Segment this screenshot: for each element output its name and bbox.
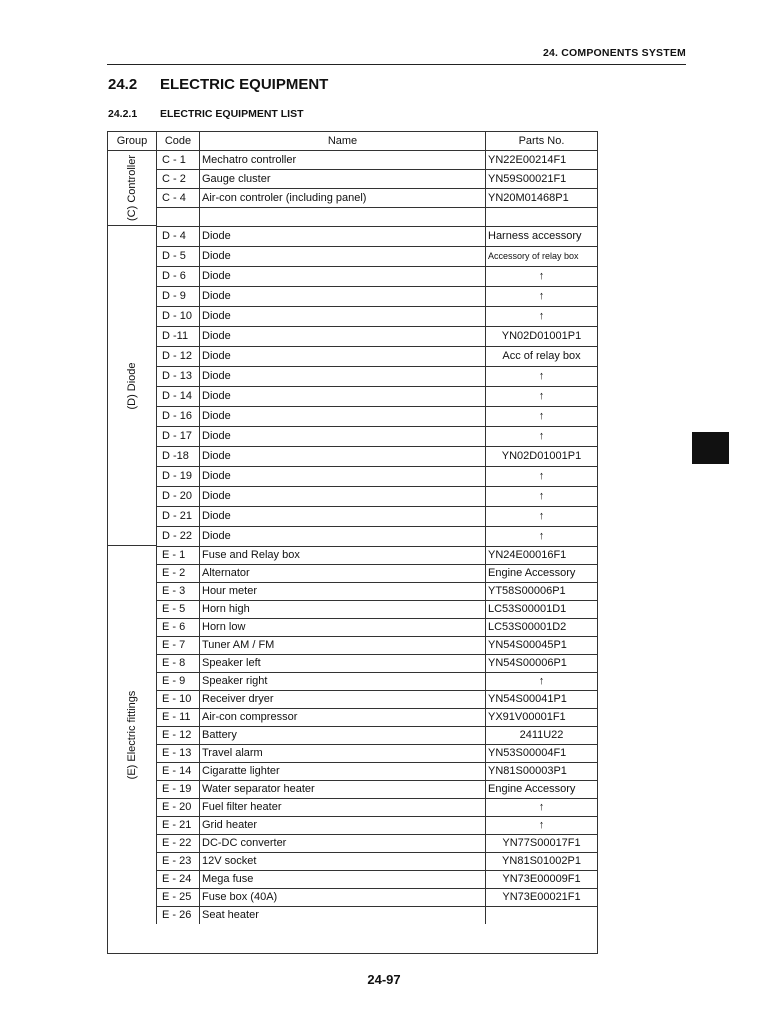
group-label: (E) Electric fittings xyxy=(126,690,138,780)
table-row xyxy=(157,906,597,924)
table-row xyxy=(157,780,597,799)
cell-parts-no: Harness accessory xyxy=(488,230,582,242)
cell-name: Alternator xyxy=(200,564,486,582)
cell-code: D - 21 xyxy=(157,506,200,526)
cell-code: E - 9 xyxy=(157,672,200,690)
cell-parts-no: ↑ xyxy=(538,470,545,482)
table-row xyxy=(157,726,597,745)
cell-code: E - 19 xyxy=(157,780,200,798)
cell-code: D - 4 xyxy=(157,226,200,246)
cell-name: Diode xyxy=(200,526,486,546)
column-header-name: Name xyxy=(200,132,486,150)
table-row xyxy=(157,326,597,347)
table-row xyxy=(157,150,597,170)
cell-name: Diode xyxy=(200,386,486,406)
table-row xyxy=(157,506,597,527)
table-row xyxy=(157,618,597,637)
cell-name: Mega fuse xyxy=(200,870,486,888)
cell-parts-no: YN73E00021F1 xyxy=(502,891,581,903)
table-row xyxy=(157,834,597,853)
cell-code: E - 23 xyxy=(157,852,200,870)
table-row xyxy=(157,466,597,487)
cell-name: Horn high xyxy=(200,600,486,618)
group-cell xyxy=(108,546,157,924)
cell-parts-no: ↑ xyxy=(538,801,545,813)
cell-code: D - 17 xyxy=(157,426,200,446)
cell-parts-no: YN54S00041P1 xyxy=(488,693,567,705)
cell-parts-no: ↑ xyxy=(538,370,545,382)
cell-name: Fuse box (40A) xyxy=(200,888,486,906)
cell-code: D - 19 xyxy=(157,466,200,486)
cell-name: Diode xyxy=(200,426,486,446)
table-row xyxy=(157,188,597,208)
cell-code: E - 12 xyxy=(157,726,200,744)
cell-code: E - 3 xyxy=(157,582,200,600)
cell-code: D -11 xyxy=(157,326,200,346)
cell-parts-no: YN24E00016F1 xyxy=(488,549,567,561)
table-row xyxy=(157,346,597,367)
cell-code: E - 6 xyxy=(157,618,200,636)
cell-name: Fuel filter heater xyxy=(200,798,486,816)
subsection-number: 24.2.1 xyxy=(108,108,138,120)
cell-name: Seat heater xyxy=(200,906,486,924)
group-cell xyxy=(108,226,157,546)
page-number: 24-97 xyxy=(367,972,401,987)
cell-parts-no: ↑ xyxy=(538,510,545,522)
table-row xyxy=(157,636,597,655)
cell-parts-no xyxy=(486,207,597,226)
cell-parts-no: YN02D01001P1 xyxy=(501,450,582,462)
table-row xyxy=(157,486,597,507)
table-row xyxy=(157,564,597,583)
table-row xyxy=(157,286,597,307)
cell-parts-no: ↑ xyxy=(538,675,545,687)
group-label: (D) Diode xyxy=(126,361,138,410)
table-row xyxy=(157,654,597,673)
table-row xyxy=(157,582,597,601)
group-label: (C) Controller xyxy=(126,154,138,221)
cell-parts-no: YN54S00045P1 xyxy=(488,639,567,651)
cell-parts-no: YN59S00021F1 xyxy=(488,172,567,185)
cell-parts-no: ↑ xyxy=(538,490,545,502)
cell-code: D - 13 xyxy=(157,366,200,386)
cell-name: Air-con controler (including panel) xyxy=(200,188,486,207)
cell-name: Diode xyxy=(200,266,486,286)
cell-parts-no: YN81S00003P1 xyxy=(488,765,567,777)
cell-parts-no: YN02D01001P1 xyxy=(501,330,582,342)
cell-name: Receiver dryer xyxy=(200,690,486,708)
table-row xyxy=(157,546,597,565)
cell-name: Diode xyxy=(200,366,486,386)
table-row xyxy=(157,366,597,387)
cell-name: Diode xyxy=(200,446,486,466)
cell-name: Diode xyxy=(200,406,486,426)
cell-code: E - 5 xyxy=(157,600,200,618)
table-row xyxy=(157,306,597,327)
header-rule xyxy=(107,64,686,65)
cell-code: D - 9 xyxy=(157,286,200,306)
cell-name: Tuner AM / FM xyxy=(200,636,486,654)
cell-name: Diode xyxy=(200,286,486,306)
cell-code: E - 25 xyxy=(157,888,200,906)
cell-code: E - 10 xyxy=(157,690,200,708)
cell-name: Diode xyxy=(200,326,486,346)
column-header-code: Code xyxy=(157,132,200,150)
cell-parts-no: YN20M01468P1 xyxy=(488,191,569,204)
table-row xyxy=(157,169,597,189)
cell-code: E - 7 xyxy=(157,636,200,654)
table-row xyxy=(157,266,597,287)
cell-name: Cigaratte lighter xyxy=(200,762,486,780)
cell-name: Diode xyxy=(200,306,486,326)
cell-parts-no: Accessory of relay box xyxy=(488,251,579,261)
cell-parts-no: ↑ xyxy=(538,410,545,422)
cell-code: D - 5 xyxy=(157,246,200,266)
cell-parts-no: LC53S00001D1 xyxy=(488,603,567,615)
cell-name: Diode xyxy=(200,506,486,526)
cell-parts-no: YN73E00009F1 xyxy=(502,873,581,885)
cell-parts-no: YN22E00214F1 xyxy=(488,153,567,166)
cell-parts-no: LC53S00001D2 xyxy=(488,621,567,633)
table-row xyxy=(157,744,597,763)
cell-name: Battery xyxy=(200,726,486,744)
table-row xyxy=(157,690,597,709)
cell-name: Diode xyxy=(200,486,486,506)
table-row xyxy=(157,816,597,835)
cell-name: Diode xyxy=(200,246,486,266)
cell-parts-no: ↑ xyxy=(538,819,545,831)
cell-parts-no: Acc of relay box xyxy=(502,350,581,362)
cell-code: E - 21 xyxy=(157,816,200,834)
cell-parts-no: ↑ xyxy=(538,390,545,402)
subsection-heading xyxy=(108,108,304,120)
cell-name: Diode xyxy=(200,346,486,366)
table-row xyxy=(157,246,597,267)
table-header-row xyxy=(108,132,597,151)
cell-name: Travel alarm xyxy=(200,744,486,762)
table-row xyxy=(157,888,597,907)
cell-parts-no: YN77S00017F1 xyxy=(502,837,581,849)
cell-code: E - 11 xyxy=(157,708,200,726)
cell-code: E - 14 xyxy=(157,762,200,780)
running-header: 24. COMPONENTS SYSTEM xyxy=(542,47,686,59)
cell-code: E - 26 xyxy=(157,906,200,924)
table-row xyxy=(157,446,597,467)
cell-code: E - 8 xyxy=(157,654,200,672)
table-row xyxy=(157,526,597,547)
table-row xyxy=(157,708,597,727)
table-row xyxy=(157,672,597,691)
cell-parts-no: ↑ xyxy=(538,290,545,302)
cell-parts-no: ↑ xyxy=(538,310,545,322)
table-row xyxy=(157,426,597,447)
cell-name: DC-DC converter xyxy=(200,834,486,852)
cell-code xyxy=(157,207,200,226)
column-header-parts-no: Parts No. xyxy=(518,135,565,147)
cell-name: Mechatro controller xyxy=(200,150,486,169)
table-row xyxy=(157,207,597,227)
cell-parts-no xyxy=(486,906,597,924)
cell-code: E - 2 xyxy=(157,564,200,582)
cell-parts-no: YN54S00006P1 xyxy=(488,657,567,669)
cell-code: C - 1 xyxy=(157,150,200,169)
cell-parts-no: ↑ xyxy=(538,270,545,282)
table-row xyxy=(157,386,597,407)
cell-code: D - 12 xyxy=(157,346,200,366)
cell-code: E - 22 xyxy=(157,834,200,852)
table-row xyxy=(157,798,597,817)
cell-name xyxy=(200,207,486,226)
cell-name: Water separator heater xyxy=(200,780,486,798)
cell-name: Diode xyxy=(200,226,486,246)
chapter-tab-marker xyxy=(692,432,729,464)
cell-name: Speaker right xyxy=(200,672,486,690)
cell-parts-no: YX91V00001F1 xyxy=(488,711,566,723)
cell-code: E - 1 xyxy=(157,546,200,564)
table-row xyxy=(157,762,597,781)
subsection-title: ELECTRIC EQUIPMENT LIST xyxy=(160,108,304,120)
cell-parts-no: YN81S01002P1 xyxy=(502,855,581,867)
cell-name: Grid heater xyxy=(200,816,486,834)
cell-name: Air-con compressor xyxy=(200,708,486,726)
cell-code: E - 20 xyxy=(157,798,200,816)
table-row xyxy=(157,852,597,871)
section-heading xyxy=(108,76,328,93)
cell-parts-no: YT58S00006P1 xyxy=(488,585,566,597)
table-row xyxy=(157,600,597,619)
section-title: ELECTRIC EQUIPMENT xyxy=(160,76,329,93)
cell-name: 12V socket xyxy=(200,852,486,870)
cell-parts-no: YN53S00004F1 xyxy=(488,747,567,759)
cell-name: Fuse and Relay box xyxy=(200,546,486,564)
cell-code: C - 2 xyxy=(157,169,200,188)
cell-code: D - 6 xyxy=(157,266,200,286)
cell-name: Horn low xyxy=(200,618,486,636)
group-cell xyxy=(108,150,157,226)
cell-name: Speaker left xyxy=(200,654,486,672)
cell-name: Diode xyxy=(200,466,486,486)
cell-code: C - 4 xyxy=(157,188,200,207)
cell-name: Gauge cluster xyxy=(200,169,486,188)
cell-parts-no: 2411U22 xyxy=(519,729,564,741)
cell-parts-no: ↑ xyxy=(538,430,545,442)
cell-parts-no: Engine Accessory xyxy=(488,783,576,795)
cell-code: D - 10 xyxy=(157,306,200,326)
cell-code: E - 24 xyxy=(157,870,200,888)
cell-name: Hour meter xyxy=(200,582,486,600)
table-row xyxy=(157,870,597,889)
cell-code: D - 22 xyxy=(157,526,200,546)
column-header-group: Group xyxy=(108,132,157,150)
table-row xyxy=(157,226,597,247)
equipment-table xyxy=(107,131,598,954)
cell-code: E - 13 xyxy=(157,744,200,762)
cell-code: D - 14 xyxy=(157,386,200,406)
cell-parts-no: Engine Accessory xyxy=(488,567,576,579)
section-number: 24.2 xyxy=(108,76,138,93)
cell-code: D -18 xyxy=(157,446,200,466)
table-row xyxy=(157,406,597,427)
cell-code: D - 16 xyxy=(157,406,200,426)
cell-code: D - 20 xyxy=(157,486,200,506)
cell-parts-no: ↑ xyxy=(538,530,545,542)
